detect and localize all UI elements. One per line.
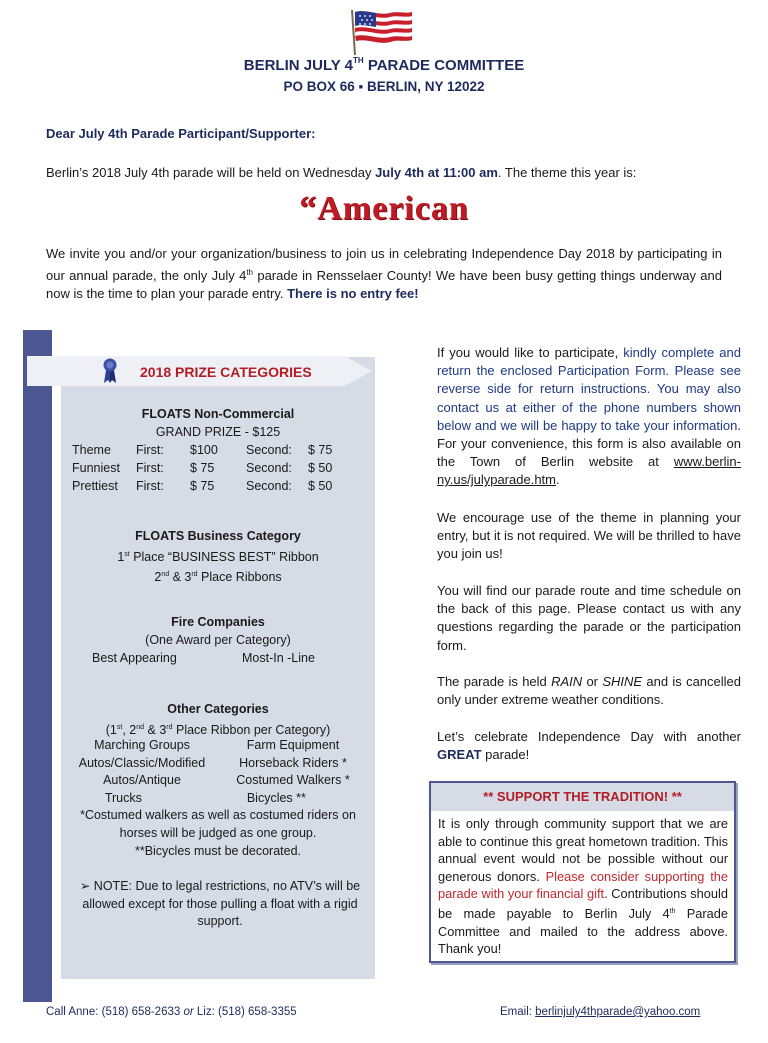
fire-companies-section: [61, 614, 375, 649]
intro-paragraph: Berlin’s 2018 July 4th parade will be held on Wednesday July 4th at 11:00 am. The theme this year is:: [46, 165, 637, 180]
support-title: ** SUPPORT THE TRADITION! **: [431, 783, 734, 811]
list-item: Autos/Antique Costumed Walkers *: [103, 773, 350, 788]
american-flag-icon: [348, 8, 414, 56]
footer-email: Email: berlinjuly4thparade@yahoo.com: [500, 1006, 701, 1018]
floats-noncommercial-section: [61, 406, 375, 441]
bicycle-note: **Bicycles must be decorated.: [134, 844, 302, 858]
theme-paragraph: We encourage use of the theme in planning your entry, but it is not required. We will be thrilled to have you join us!: [437, 510, 741, 562]
floats-nc-prize-table: [72, 441, 348, 495]
other-heading: Other Categories: [167, 702, 269, 716]
floats-business-section: [61, 528, 375, 587]
theme-title: “American: [299, 190, 469, 227]
floats-biz-heading: FLOATS Business Category: [135, 529, 301, 543]
other-sub: (1st, 2nd & 3rd Place Ribbon per Category): [105, 722, 331, 737]
participation-paragraph: If you would like to participate, kindly complete and return the enclosed Participation Form. Please see reverse side for return instructions. You may also contact us at either of the phone numbers shown below and we will be happy to take your information. For your convenience, this form is also available on the Town of Berlin website at www.berlin-ny.us/julyparade.htm.: [437, 345, 741, 488]
list-item: Marching Groups Farm Equipment: [94, 738, 340, 752]
business-ribbons: 2nd & 3rd Place Ribbons: [154, 570, 282, 585]
support-box: [429, 781, 736, 963]
email-link[interactable]: berlinjuly4thparade@yahoo.com: [535, 1006, 701, 1018]
table-row: Prettiest First: $ 75 Second: $ 50: [72, 479, 333, 493]
celebrate-paragraph: Let’s celebrate Independence Day with another GREAT parade!: [437, 729, 741, 763]
website-link[interactable]: www.berlin-ny.us/julyparade.htm: [437, 454, 741, 488]
table-row: Funniest First: $ 75 Second: $ 50: [72, 461, 333, 475]
other-categories-list: [66, 737, 372, 807]
other-categories-section: [61, 701, 375, 739]
grand-prize: GRAND PRIZE - $125: [155, 424, 281, 439]
decorative-side-bar: [23, 330, 52, 1002]
support-body: It is only through community support that we are able to continue this great hometown tradition. This annual event would not be possible without our generous donors. Please consider supporting the parade with your financial gift. Contributions should be made payable to Berlin July 4th Parade Committee and mailed to the address above. Thank you!: [438, 816, 729, 957]
committee-address: PO BOX 66 ▪ BERLIN, NY 12022: [283, 79, 485, 94]
committee-title: BERLIN JULY 4TH PARADE COMMITTEE: [243, 56, 525, 74]
fire-awards: Best Appearing Most-In -Line: [92, 651, 315, 665]
prize-categories-title: 2018 PRIZE CATEGORIES: [140, 364, 312, 380]
list-item: Trucks Bicycles **: [104, 790, 306, 805]
fire-heading: Fire Companies: [171, 615, 265, 629]
table-row: Theme First: $100 Second: $ 75: [72, 443, 333, 457]
floats-nc-heading: FLOATS Non-Commercial: [141, 407, 295, 421]
invite-paragraph: We invite you and/or your organization/business to join us in celebrating Independence Day 2018 by participating in our annual parade, the only July 4th parade in Rensselaer County! We have been busy getting things underway and now is the time to plan your parade entry. There is no entry fee!: [46, 246, 722, 302]
atv-note: ➢ NOTE: Due to legal restrictions, no ATV’s will be allowed except for those pulling a float with a rigid support.: [79, 879, 361, 929]
route-paragraph: You will find our parade route and time schedule on the back of this page. Please contact us with any questions regarding the parade or the participation form.: [437, 583, 741, 653]
greeting: Dear July 4th Parade Participant/Supporter:: [46, 126, 316, 141]
weather-paragraph: The parade is held RAIN or SHINE and is cancelled only under extreme weather conditions.: [437, 674, 741, 708]
fire-sub: (One Award per Category): [145, 632, 291, 647]
business-first-place: 1st Place “BUSINESS BEST” Ribbon: [117, 549, 319, 564]
costume-note: *Costumed walkers as well as costumed riders on horses will be judged as one group.: [80, 808, 356, 840]
award-ribbon-icon: [102, 358, 118, 384]
list-item: Autos/Classic/Modified Horseback Riders *: [78, 755, 347, 770]
footer-phone: Call Anne: (518) 658-2633 or Liz: (518) 658-3355: [46, 1006, 297, 1018]
